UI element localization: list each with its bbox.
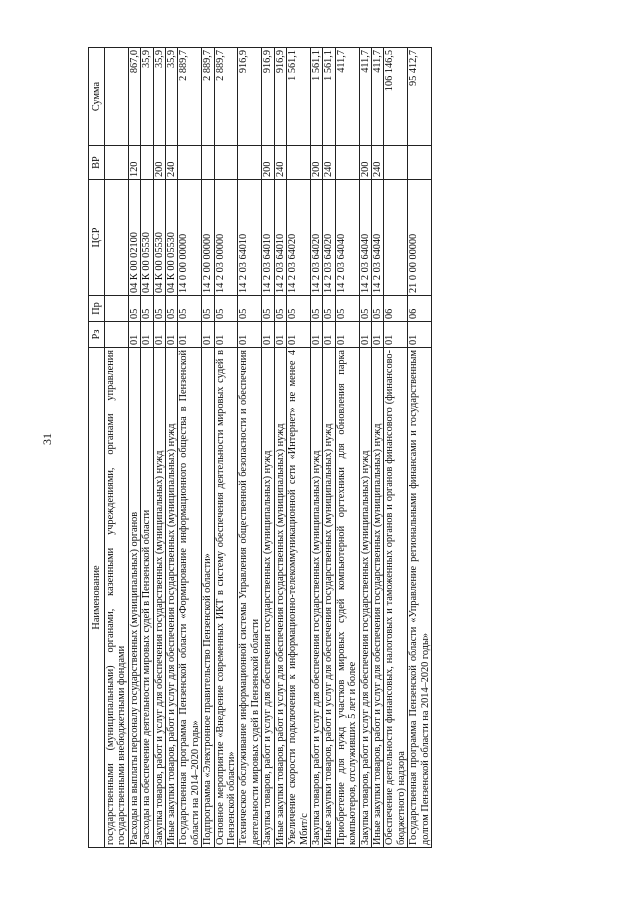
cell-pr: 05 [262, 296, 274, 322]
cell-name: Приобретение для нужд участков мировых судей компьютерной оргтехники для обновления парка компьютеров, отслуживших 5 лет и более [335, 348, 359, 848]
cell-sum: 1 561,1 [310, 48, 322, 146]
cell-name: Расходы на обеспечение деятельности мировых судей в Пензенской области [141, 348, 153, 848]
cell-rz: 01 [153, 322, 165, 348]
cell-vr: 200 [310, 146, 322, 180]
header-rz: Рз [89, 322, 105, 348]
cell-csr: 14 2 03 64010 [274, 180, 286, 296]
cell-vr [141, 146, 153, 180]
cell-rz: 01 [238, 322, 262, 348]
table-row [214, 48, 238, 848]
cell-name: Увеличение скорости подключения к информационно-телекоммуникационной сети «Интернет» не менее 4 Мбит/с [287, 348, 311, 848]
cell-pr: 05 [153, 296, 165, 322]
cell-vr: 200 [153, 146, 165, 180]
cell-name: Закупка товаров, работ и услуг для обеспечения государственных (муниципальных) нужд [310, 348, 322, 848]
cell-rz: 01 [335, 322, 359, 348]
cell-name: Иные закупки товаров, работ и услуг для обеспечения государственных (муниципальных) нужд [323, 348, 335, 848]
cell-csr: 14 2 03 64020 [287, 180, 311, 296]
cell-pr: 05 [323, 296, 335, 322]
table-row [262, 48, 274, 848]
cell-rz: 01 [310, 322, 322, 348]
header-pr: Пр [89, 296, 105, 322]
cell-vr [202, 146, 214, 180]
cell-rz: 01 [287, 322, 311, 348]
cell-vr [178, 146, 202, 180]
table-header-row [89, 48, 105, 848]
cell-rz: 01 [166, 322, 178, 348]
cell-sum: 35,9 [166, 48, 178, 146]
page-number: 31 [40, 433, 54, 445]
cell-rz: 01 [128, 322, 140, 348]
cell-sum: 867,0 [128, 48, 140, 146]
cell-rz: 01 [371, 322, 383, 348]
budget-table [88, 47, 432, 848]
table-body [105, 48, 432, 848]
cell-vr: 240 [274, 146, 286, 180]
header-vr: ВР [89, 146, 105, 180]
cell-vr: 200 [262, 146, 274, 180]
cell-csr: 21 0 00 00000 [408, 180, 432, 296]
cell-pr [105, 296, 129, 322]
header-name: Наименование [89, 348, 105, 848]
table-row [153, 48, 165, 848]
cell-rz: 01 [262, 322, 274, 348]
cell-sum: 916,9 [274, 48, 286, 146]
table-row [384, 48, 408, 848]
cell-csr: 04 К 00 05530 [153, 180, 165, 296]
cell-rz: 01 [323, 322, 335, 348]
cell-sum: 1 561,1 [287, 48, 311, 146]
cell-rz [105, 322, 129, 348]
cell-rz: 01 [141, 322, 153, 348]
table-row [335, 48, 359, 848]
table-row [128, 48, 140, 848]
cell-vr: 240 [166, 146, 178, 180]
cell-name: Техническое обслуживание информационной системы Управления общественной безопасности и обеспечения деятельности мировых судей в Пензенской области [238, 348, 262, 848]
cell-csr [105, 180, 129, 296]
header-csr: ЦСР [89, 180, 105, 296]
cell-name: Иные закупки товаров, работ и услуг для обеспечения государственных (муниципальных) нужд [371, 348, 383, 848]
cell-name: Государственная программа Пензенской области «Формирование информационного общества в Пензенской области на 2014–2020 годы» [178, 348, 202, 848]
cell-sum: 95 412,7 [408, 48, 432, 146]
cell-sum: 2 889,7 [214, 48, 238, 146]
table-row [310, 48, 322, 848]
cell-pr: 05 [202, 296, 214, 322]
table-row [105, 48, 129, 848]
table-row [371, 48, 383, 848]
cell-csr: 14 2 03 64040 [335, 180, 359, 296]
cell-pr: 05 [214, 296, 238, 322]
cell-vr [408, 146, 432, 180]
header-sum: Сумма [89, 48, 105, 146]
cell-name: Закупка товаров, работ и услуг для обеспечения государственных (муниципальных) нужд [359, 348, 371, 848]
cell-sum: 2 889,7 [178, 48, 202, 146]
table-row [274, 48, 286, 848]
cell-rz: 01 [214, 322, 238, 348]
cell-pr: 06 [408, 296, 432, 322]
table-row [141, 48, 153, 848]
table-row [238, 48, 262, 848]
cell-name: Расходы на выплаты персоналу государственных (муниципальных) органов [128, 348, 140, 848]
cell-rz: 01 [178, 322, 202, 348]
cell-pr: 05 [335, 296, 359, 322]
cell-csr: 04 К 00 05530 [141, 180, 153, 296]
cell-csr: 14 2 03 64010 [262, 180, 274, 296]
cell-vr: 120 [128, 146, 140, 180]
cell-name: Подпрограмма «Электронное правительство Пензенской области» [202, 348, 214, 848]
cell-vr [105, 146, 129, 180]
table-row [323, 48, 335, 848]
cell-rz: 01 [274, 322, 286, 348]
table-row [287, 48, 311, 848]
cell-csr: 14 2 03 64040 [359, 180, 371, 296]
cell-sum: 411,7 [371, 48, 383, 146]
cell-csr: 14 2 00 00000 [202, 180, 214, 296]
rotated-table-container [88, 48, 598, 848]
cell-sum: 916,9 [262, 48, 274, 146]
cell-csr: 14 2 03 64040 [371, 180, 383, 296]
cell-pr: 05 [359, 296, 371, 322]
cell-sum: 2 889,7 [202, 48, 214, 146]
cell-csr: 04 К 00 05530 [166, 180, 178, 296]
cell-vr: 240 [323, 146, 335, 180]
cell-pr: 05 [128, 296, 140, 322]
cell-name: Закупка товаров, работ и услуг для обеспечения государственных (муниципальных) нужд [153, 348, 165, 848]
cell-pr: 05 [287, 296, 311, 322]
cell-pr: 05 [178, 296, 202, 322]
table-row [359, 48, 371, 848]
cell-vr [335, 146, 359, 180]
cell-name: Основное мероприятие «Внедрение современных ИКТ в систему обеспечения деятельности мировых судей в Пензенской области» [214, 348, 238, 848]
cell-name: Обеспечение деятельности финансовых, налоговых и таможенных органов и органов финансового (финансово-бюджетного) надзора [384, 348, 408, 848]
cell-pr: 05 [238, 296, 262, 322]
cell-pr: 05 [141, 296, 153, 322]
cell-sum [105, 48, 129, 146]
cell-sum: 411,7 [335, 48, 359, 146]
cell-vr [287, 146, 311, 180]
cell-csr: 04 К 00 02100 [128, 180, 140, 296]
cell-pr: 06 [384, 296, 408, 322]
cell-name: Иные закупки товаров, работ и услуг для обеспечения государственных (муниципальных) нужд [166, 348, 178, 848]
cell-sum: 411,7 [359, 48, 371, 146]
table-row [202, 48, 214, 848]
cell-csr: 14 2 03 64020 [310, 180, 322, 296]
cell-vr: 200 [359, 146, 371, 180]
cell-vr [238, 146, 262, 180]
cell-csr: 14 2 03 00000 [214, 180, 238, 296]
cell-name: государственными (муниципальными) органами, казенными учреждениями, органами управления государственными внебюджетными фондами [105, 348, 129, 848]
cell-csr: 14 0 00 00000 [178, 180, 202, 296]
cell-rz: 01 [408, 322, 432, 348]
cell-name: Иные закупки товаров, работ и услуг для обеспечения государственных (муниципальных) нужд [274, 348, 286, 848]
cell-csr: 14 2 03 64020 [323, 180, 335, 296]
cell-rz: 01 [384, 322, 408, 348]
table-row [408, 48, 432, 848]
cell-csr [384, 180, 408, 296]
cell-vr [214, 146, 238, 180]
cell-rz: 01 [202, 322, 214, 348]
table-row [166, 48, 178, 848]
cell-pr: 05 [166, 296, 178, 322]
cell-vr: 240 [371, 146, 383, 180]
cell-sum: 35,9 [153, 48, 165, 146]
cell-name: Закупка товаров, работ и услуг для обеспечения государственных (муниципальных) нужд [262, 348, 274, 848]
cell-csr: 14 2 03 64010 [238, 180, 262, 296]
cell-rz: 01 [359, 322, 371, 348]
table-row [178, 48, 202, 848]
cell-vr [384, 146, 408, 180]
cell-pr: 05 [310, 296, 322, 322]
cell-name: Государственная программа Пензенской области «Управление региональными финансами и государственным долгом Пензенской области на 2014–2020 годы» [408, 348, 432, 848]
cell-sum: 35,9 [141, 48, 153, 146]
cell-sum: 106 146,5 [384, 48, 408, 146]
cell-sum: 916,9 [238, 48, 262, 146]
cell-pr: 05 [274, 296, 286, 322]
cell-sum: 1 561,1 [323, 48, 335, 146]
cell-pr: 05 [371, 296, 383, 322]
